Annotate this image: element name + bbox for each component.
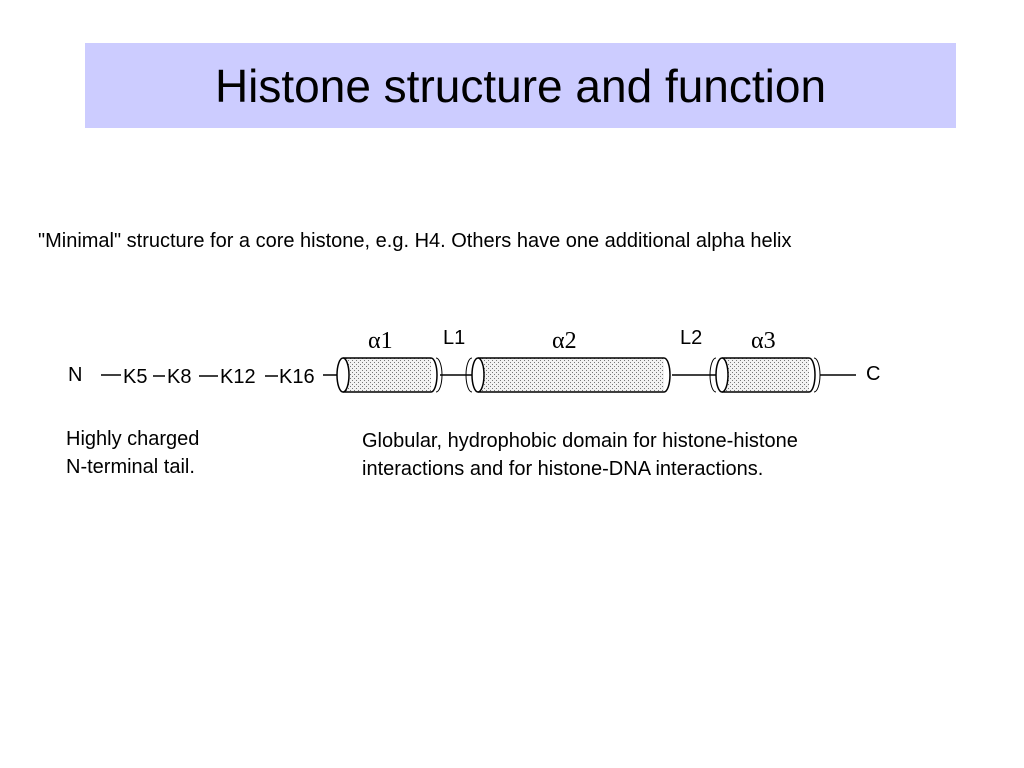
- helix-1-label: α1: [368, 328, 393, 354]
- globular-caption-line-2: interactions and for histone-DNA interactions.: [362, 458, 764, 480]
- helix-2-label: α2: [552, 328, 577, 354]
- globular-caption-line-1: Globular, hydrophobic domain for histone-histone: [362, 430, 798, 452]
- lysine-k12-label: K12: [220, 366, 256, 388]
- helix-3-cylinder: [710, 358, 820, 392]
- helix-2-cylinder: [466, 358, 670, 392]
- globular-caption: [362, 427, 798, 483]
- tail-caption-line-1: Highly charged: [66, 428, 200, 450]
- lysine-k5-label: K5: [123, 366, 148, 388]
- helix-3-label: α3: [751, 328, 776, 354]
- c-terminus-label: C: [866, 363, 881, 385]
- tail-caption-line-2: N-terminal tail.: [66, 456, 195, 478]
- title-banner: [85, 43, 956, 128]
- structure-note: "Minimal" structure for a core histone, e.g. H4. Others have one additional alpha helix: [38, 230, 792, 252]
- loop-2-label: L2: [680, 327, 703, 349]
- lysine-k8-label: K8: [167, 366, 192, 388]
- helix-1-cylinder: [337, 358, 442, 392]
- slide-title: Histone structure and function: [214, 59, 827, 112]
- tail-caption: [66, 425, 199, 481]
- loop-1-label: L1: [443, 327, 466, 349]
- n-terminus-label: N: [68, 364, 83, 386]
- lysine-k16-label: K16: [279, 366, 315, 388]
